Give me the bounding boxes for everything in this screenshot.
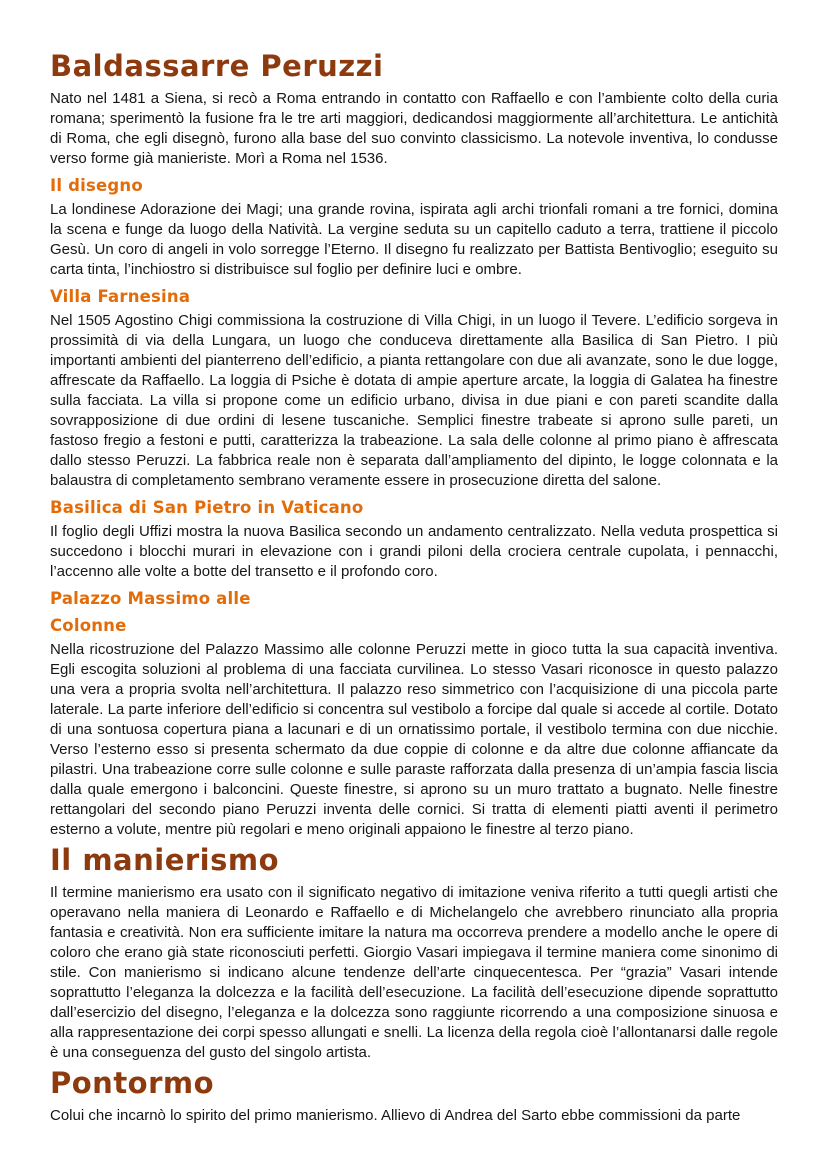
subheading-basilica-san-pietro: Basilica di San Pietro in Vaticano <box>50 498 364 517</box>
paragraph-basilica-san-pietro: Il foglio degli Uffizi mostra la nuova Basilica secondo un andamento centralizzato. Nella veduta prospettica si succedono i blocchi murari in elevazione con i grandi piloni della crociera centrale cupolata, i pennacchi, l’accenno alle volte a botte del transetto e il profondo coro. <box>50 523 778 580</box>
paragraph-peruzzi-intro: Nato nel 1481 a Siena, si recò a Roma entrando in contatto con Raffaello e con l’ambiente colto della curia romana; sperimentò la fusione fra le tre arti maggiori, dedicandosi maggiormente all’architettura. Le antichità di Roma, che egli disegnò, furono alla base del suo convinto classicismo. La notevole inventiva, lo condusse verso forme già manieriste. Morì a Roma nel 1536. <box>50 90 778 167</box>
subheading-il-disegno: Il disegno <box>50 176 143 195</box>
paragraph-palazzo-massimo: Nella ricostruzione del Palazzo Massimo alle colonne Peruzzi mette in gioco tutta la sua capacità inventiva. Egli escogita soluzioni al problema di una facciata curvilinea. Lo stesso Vasari riconosce in questo palazzo una vera a propria svolta nell’architettura. Il palazzo reso simmetrico con l’acquisizione di una piccola parte laterale. La parte inferiore dell’edificio si concentra sul vestibolo a forcipe dal quale si accede al cortile. Dotato di una sontuosa copertura piana a lacunari e di un ornatissimo portale, il vestibolo termina con due nicchie. Verso l’esterno esso si presenta schermato da due coppie di colonne e da altre due colonne affiancate da pilastri. Una trabeazione corre sulle colonne e sulle paraste rafforzata dalla presenza di un’ampia fascia liscia dalla quale emergono i balconcini. Queste finestre, si aprono su un muro trattato a bugnato. Nelle finestre rettangolari del secondo piano Peruzzi inventa delle cornici. Si tratta di elementi piatti aventi il perimetro esterno a volute, mentre più regolari e meno originali appaiono le finestre al terzo piano. <box>50 641 778 838</box>
paragraph-pontormo: Colui che incarnò lo spirito del primo manierismo. Allievo di Andrea del Sarto ebbe commissioni da parte <box>50 1107 741 1124</box>
subheading-colonne: Colonne <box>50 616 127 635</box>
paragraph-il-disegno: La londinese Adorazione dei Magi; una grande rovina, ispirata agli archi trionfali romani a tre fornici, domina la scena e funge da luogo della Natività. La vergine seduta su un capitello caduto a terra, trattiene il piccolo Gesù. Un coro di angeli in volo sorregge l’Eterno. Il disegno fu realizzato per Battista Bentivoglio; eseguito su carta tinta, l’inchiostro si distribuisce sul foglio per definire luci e ombre. <box>50 201 778 278</box>
paragraph-il-manierismo: Il termine manierismo era usato con il significato negativo di imitazione veniva riferito a tutti quegli artisti che operavano nella maniera di Leonardo e Raffaello e di Michelangelo che avrebbero rinunciato alla propria fantasia e creatività. Non era sufficiente imitare la natura ma occorreva prendere a modello anche le opere di coloro che erano già state riconosciuti perfetti. Giorgio Vasari impiegava il termine maniera come sinonimo di stile. Con manierismo si indicano alcune tendenze dell’arte cinquecentesca. Per “grazia” Vasari intende soprattutto l’eleganza la dolcezza e la facilità dell’esecuzione. La facilità dell’esecuzione dipende soprattutto dall’esercizio del disegno, l’eleganza e la dolcezza sono raggiunte ricorrendo a una composizione sinuosa e alla rappresentazione dei corpi spesso allungati e snelli. La licenza della regola cioè l’allontanarsi dalle regole è una conseguenza del gusto del singolo artista. <box>50 884 778 1061</box>
heading-pontormo: Pontormo <box>50 1066 215 1100</box>
subheading-villa-farnesina: Villa Farnesina <box>50 287 191 306</box>
subheading-palazzo-massimo-alle: Palazzo Massimo alle <box>50 589 251 608</box>
paragraph-villa-farnesina: Nel 1505 Agostino Chigi commissiona la costruzione di Villa Chigi, in un luogo il Tevere. L’edificio sorgeva in prossimità di via della Lungara, un luogo che conduceva direttamente alla Basilica di San Pietro. I più importanti ambienti del pianterreno dell’edificio, a pianta rettangolare con due ali avanzate, sono le due logge, affrescate da Raffaello. La loggia di Psiche è dotata di ampie aperture arcate, la loggia di Galatea ha finestre sulla facciata. La villa si propone come un edificio urbano, divisa in due piani e con pareti scandite dalla sovrapposizione di due ordini di lesene tuscaniche. Semplici finestre trabeate si aprono sulle pareti, un fastoso fregio a festoni e putti, caratterizza la trabeazione. La sala delle colonne al primo piano è affrescata dallo stesso Peruzzi. La fabbrica reale non è separata dall’ampliamento del dipinto, le logge colonnata e la balaustra di completamento sembrano veramente essere in prosecuzione diretta del salone. <box>50 312 778 489</box>
heading-il-manierismo: Il manierismo <box>50 843 280 877</box>
heading-baldassarre-peruzzi: Baldassarre Peruzzi <box>50 49 384 83</box>
